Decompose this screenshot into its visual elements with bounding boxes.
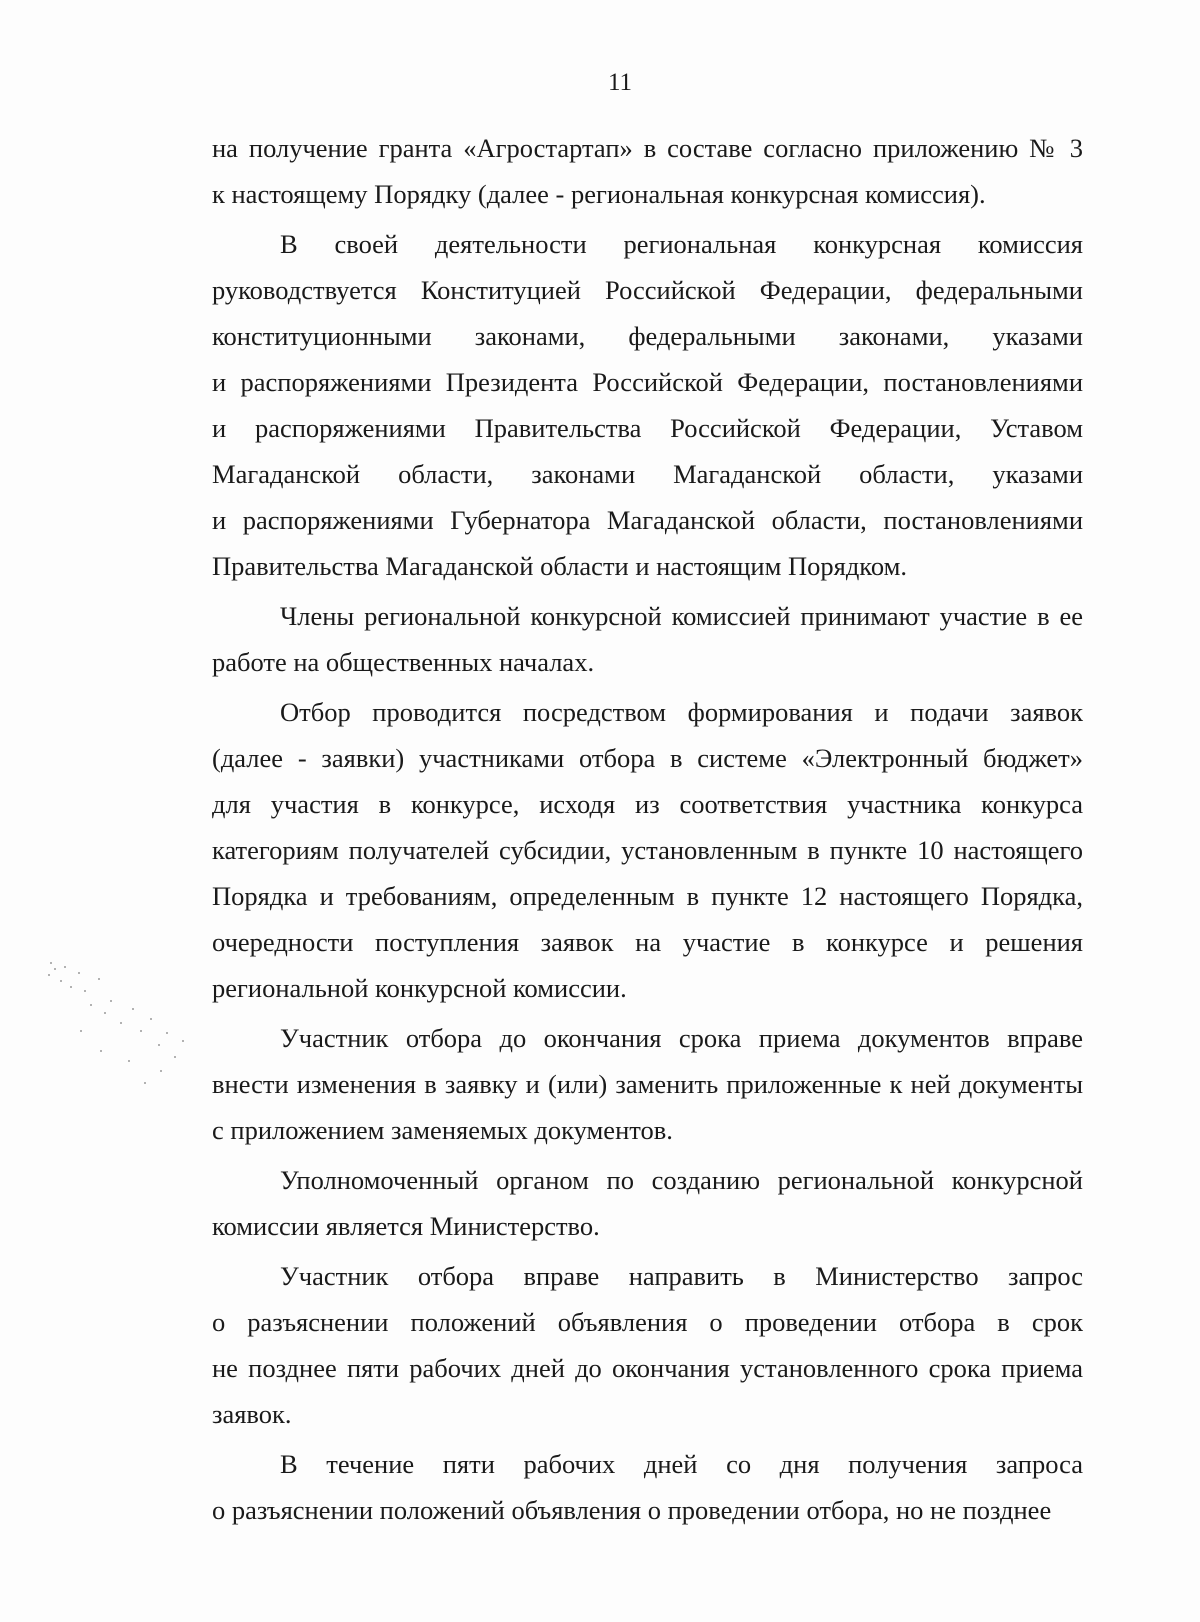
- text-line: Правительства Магаданской области и настоящим Порядком.: [212, 551, 907, 581]
- text-line: заявок.: [212, 1399, 292, 1429]
- scan-speckle: [40, 960, 200, 1100]
- paragraph: [212, 125, 1083, 217]
- text-line: Порядка и требованиям, определенным в пункте 12 настоящего Порядка,: [212, 881, 1083, 911]
- text-line: к настоящему Порядку (далее - региональная конкурсная комиссия).: [212, 179, 986, 209]
- text-line: и распоряжениями Губернатора Магаданской области, постановлениями: [212, 505, 1083, 535]
- speckle-dot: [98, 978, 100, 980]
- speckle-dot: [110, 1000, 112, 1002]
- speckle-dot: [166, 1032, 168, 1034]
- text-line: о разъяснении положений объявления о проведении отбора, но не позднее: [212, 1495, 1052, 1525]
- paragraph: [212, 1157, 1083, 1249]
- speckle-dot: [48, 974, 50, 976]
- text-line: Отбор проводится посредством формирования и подачи заявок: [280, 697, 1083, 727]
- text-line: для участия в конкурсе, исходя из соответствия участника конкурса: [212, 789, 1083, 819]
- speckle-dot: [182, 1040, 184, 1042]
- text-line: работе на общественных началах.: [212, 647, 595, 677]
- speckle-dot: [174, 1056, 176, 1058]
- speckle-dot: [104, 1012, 106, 1014]
- text-line: не позднее пяти рабочих дней до окончания установленного срока приема: [212, 1353, 1083, 1383]
- text-line: В течение пяти рабочих дней со дня получения запроса: [280, 1449, 1083, 1479]
- text-line: региональной конкурсной комиссии.: [212, 973, 627, 1003]
- text-line: с приложением заменяемых документов.: [212, 1115, 673, 1145]
- text-line: Участник отбора до окончания срока приема документов вправе: [280, 1023, 1083, 1053]
- speckle-dot: [80, 1030, 82, 1032]
- speckle-dot: [140, 1030, 142, 1032]
- text-line: руководствуется Конституцией Российской Федерации, федеральными: [212, 275, 1083, 305]
- speckle-dot: [78, 972, 80, 974]
- page-number: 11: [607, 69, 633, 96]
- speckle-dot: [160, 1070, 162, 1072]
- text-line: Члены региональной конкурсной комиссией принимают участие в ее: [280, 601, 1083, 631]
- speckle-dot: [64, 966, 66, 968]
- paragraph: [212, 1015, 1083, 1153]
- speckle-dot: [54, 968, 56, 970]
- speckle-dot: [50, 962, 52, 964]
- text-line: (далее - заявки) участниками отбора в системе «Электронный бюджет»: [212, 743, 1083, 773]
- text-line: и распоряжениями Президента Российской Федерации, постановлениями: [212, 367, 1083, 397]
- speckle-dot: [84, 990, 86, 992]
- paragraph: [212, 1253, 1083, 1437]
- text-line: о разъяснении положений объявления о проведении отбора в срок: [212, 1307, 1083, 1337]
- paragraph: [212, 221, 1083, 589]
- text-line: категориям получателей субсидии, установленным в пункте 10 настоящего: [212, 835, 1083, 865]
- paragraph: [212, 1441, 1083, 1533]
- text-line: и распоряжениями Правительства Российской Федерации, Уставом: [212, 413, 1083, 443]
- speckle-dot: [150, 1018, 152, 1020]
- speckle-dot: [144, 1082, 146, 1084]
- speckle-dot: [128, 1060, 130, 1062]
- text-line: комиссии является Министерство.: [212, 1211, 600, 1241]
- text-line: очередности поступления заявок на участие в конкурсе и решения: [212, 927, 1083, 957]
- text-line: конституционными законами, федеральными законами, указами: [212, 321, 1083, 351]
- text-line: В своей деятельности региональная конкурсная комиссия: [280, 229, 1083, 259]
- text-line: на получение гранта «Агростартап» в составе согласно приложению № 3: [212, 133, 1083, 163]
- speckle-dot: [158, 1044, 160, 1046]
- text-line: Магаданской области, законами Магаданской области, указами: [212, 459, 1083, 489]
- paragraph: [212, 593, 1083, 685]
- speckle-dot: [70, 986, 72, 988]
- text-line: Уполномоченный органом по созданию региональной конкурсной: [280, 1165, 1083, 1195]
- paragraph: [212, 689, 1083, 1011]
- text-line: Участник отбора вправе направить в Министерство запрос: [280, 1261, 1083, 1291]
- body-text: [212, 125, 1083, 1537]
- speckle-dot: [132, 1008, 134, 1010]
- speckle-dot: [60, 980, 62, 982]
- speckle-dot: [90, 1004, 92, 1006]
- text-line: внести изменения в заявку и (или) заменить приложенные к ней документы: [212, 1069, 1083, 1099]
- speckle-dot: [100, 1050, 102, 1052]
- speckle-dot: [120, 1022, 122, 1024]
